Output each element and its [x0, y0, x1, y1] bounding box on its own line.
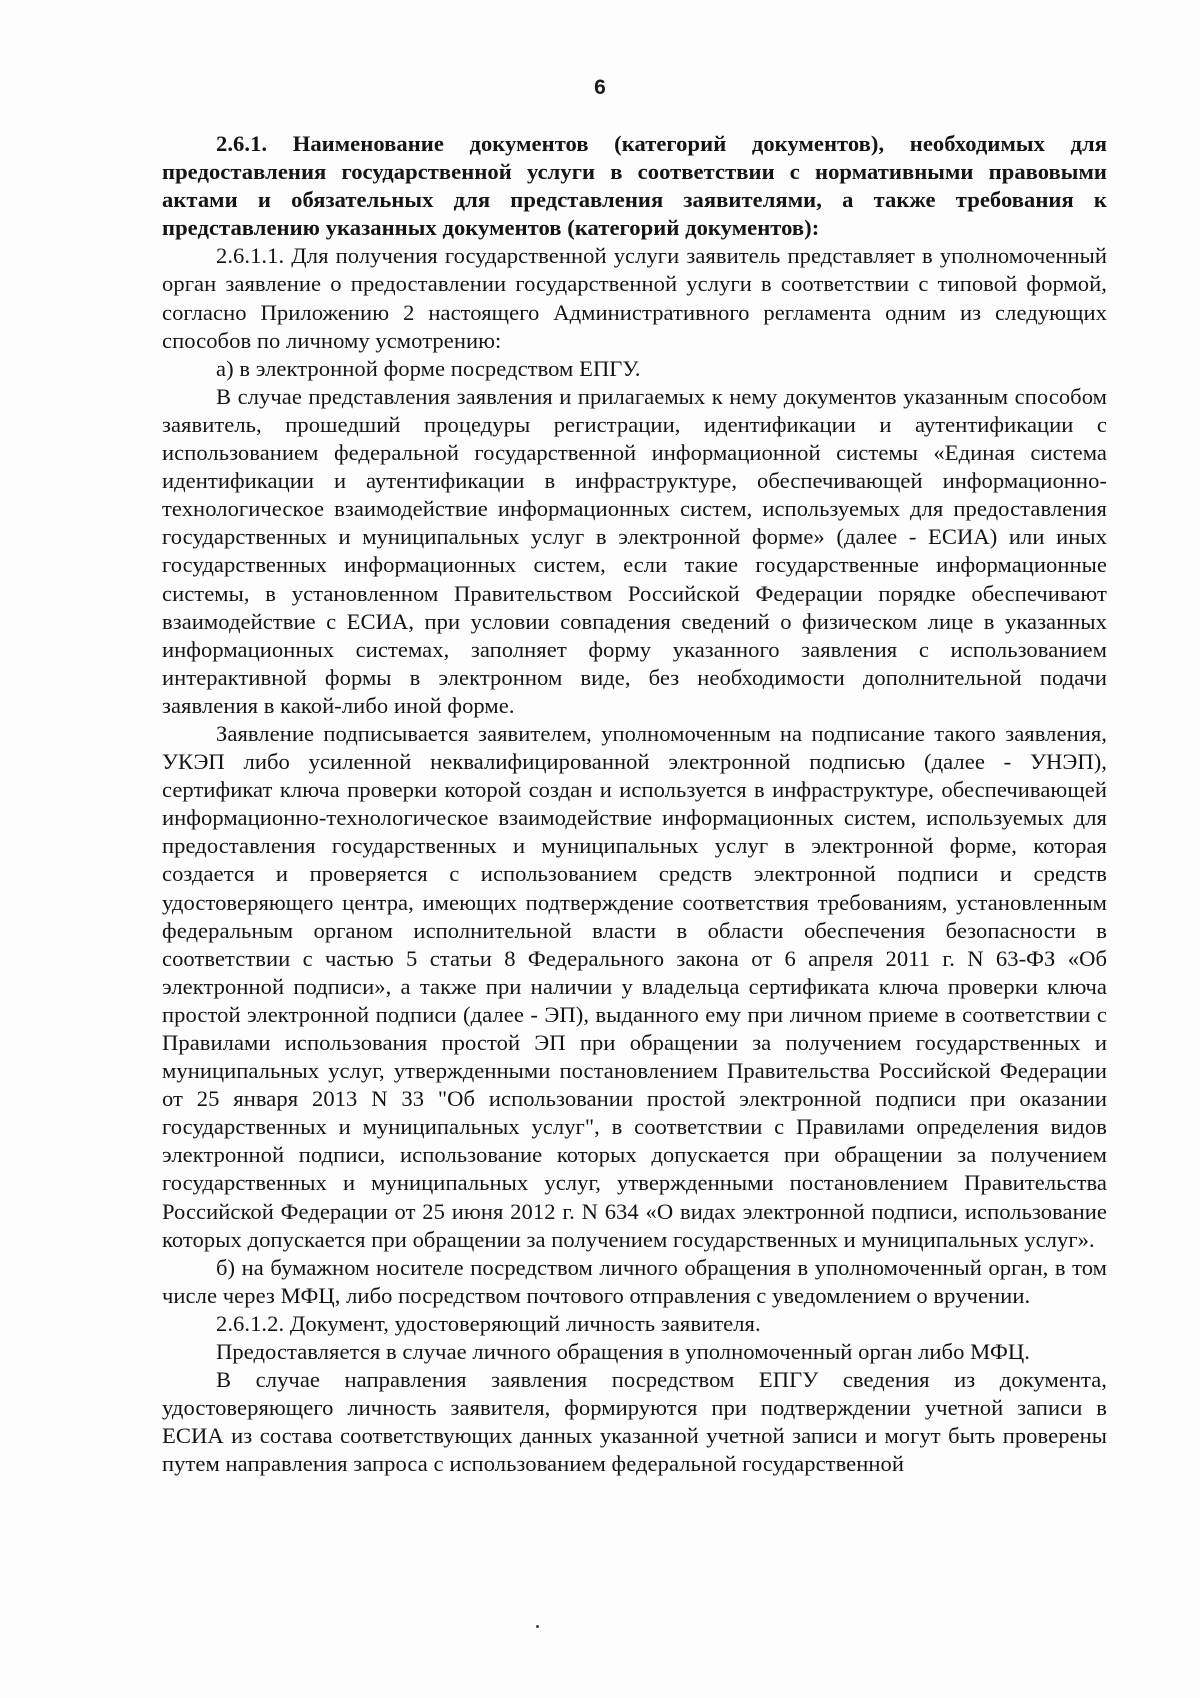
- paragraph-signature-requirements: Заявление подписывается заявителем, уполномоченным на подписание такого заявления, УКЭП либо усиленной неквалифицированной электронной подписью (далее - УНЭП), сертификат ключа проверки которой создан и используется в инфраструктуре, обеспечивающей информационно-технологическое взаимодействие информационных систем, используемых для предоставления государственных и муниципальных услуг в электронной форме, которая создается и проверяется с использованием средств электронной подписи и средств удостоверяющего центра, имеющих подтверждение соответствия требованиям, установленным федеральным органом исполнительной власти в области обеспечения безопасности в соответствии с частью 5 статьи 8 Федерального закона от 6 апреля 2011 г. N 63-ФЗ «Об электронной подписи», а также при наличии у владельца сертификата ключа проверки ключа простой электронной подписи (далее - ЭП), выданного ему при личном приеме в соответствии с Правилами использования простой ЭП при обращении за получением государственных и муниципальных услуг, утвержденными постановлением Правительства Российской Федерации от 25 января 2013 N 33 "Об использовании простой электронной подписи при оказании государственных и муниципальных услуг", в соответствии с Правилами определения видов электронной подписи, использование которых допускается при обращении за получением государственных и муниципальных услуг, утвержденными постановлением Правительства Российской Федерации от 25 июня 2012 г. N 634 «О видах электронной подписи, использование которых допускается при обращении за получением государственных и муниципальных услуг».: [162, 720, 1107, 1252]
- page-number: 6: [594, 76, 606, 99]
- document-body: [162, 130, 1107, 1479]
- paragraph-2-6-1-2: 2.6.1.2. Документ, удостоверяющий личность заявителя.: [216, 1310, 761, 1336]
- paragraph-2-6-1-1: 2.6.1.1. Для получения государственной услуги заявитель представляет в уполномоченный орган заявление о предоставлении государственной услуги в соответствии с типовой формой, согласно Приложению 2 настоящего Административного регламента одним из следующих способов по личному усмотрению:: [162, 243, 1107, 353]
- paragraph-option-a: а) в электронной форме посредством ЕПГУ.: [216, 355, 641, 381]
- paragraph-epgu-identity: В случае направления заявления посредством ЕПГУ сведения из документа, удостоверяющего личность заявителя, формируются при подтверждении учетной записи в ЕСИА из состава соответствующих данных указанной учетной записи и могут быть проверены путем направления запроса с использованием федеральной государственной: [162, 1367, 1107, 1477]
- scan-speck: [536, 1625, 539, 1628]
- paragraph-option-b: б) на бумажном носителе посредством личного обращения в уполномоченный орган, в том числе через МФЦ, либо посредством почтового отправления с уведомлением о вручении.: [162, 1254, 1107, 1308]
- section-heading: 2.6.1. Наименование документов (категорий документов), необходимых для предоставления государственной услуги в соответствии с нормативными правовыми актами и обязательных для представления заявителями, а также требования к представлению указанных документов (категорий документов):: [162, 131, 1107, 241]
- paragraph-personal-appeal: Предоставляется в случае личного обращения в уполномоченный орган либо МФЦ.: [216, 1339, 1030, 1365]
- paragraph-esia-submission: В случае представления заявления и прилагаемых к нему документов указанным способом заявитель, прошедший процедуры регистрации, идентификации и аутентификации с использованием федеральной государственной информационной системы «Единая система идентификации и аутентификации в инфраструктуре, обеспечивающей информационно-технологическое взаимодействие информационных систем, используемых для предоставления государственных и муниципальных услуг в электронной форме» (далее - ЕСИА) или иных государственных информационных систем, если такие государственные информационные системы, в установленном Правительством Российской Федерации порядке обеспечивают взаимодействие с ЕСИА, при условии совпадения сведений о физическом лице в указанных информационных системах, заполняет форму указанного заявления с использованием интерактивной формы в электронном виде, без необходимости дополнительной подачи заявления в какой-либо иной форме.: [162, 383, 1107, 718]
